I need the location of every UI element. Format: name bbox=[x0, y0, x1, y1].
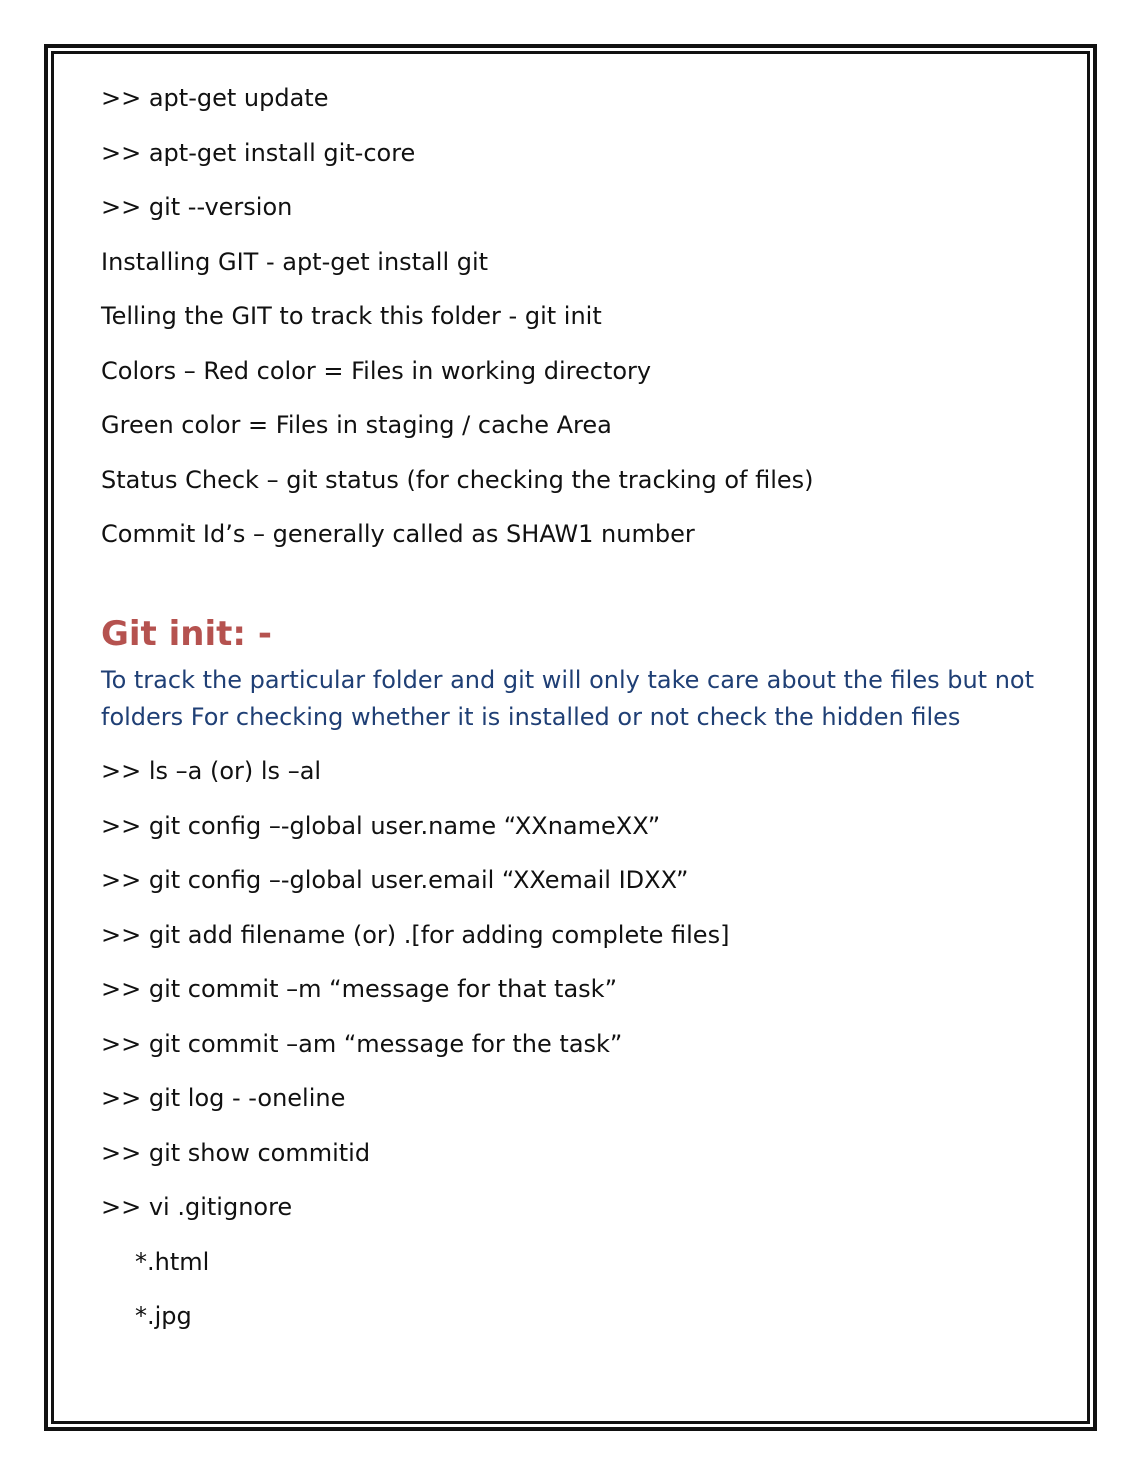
text-line: Commit Id’s – generally called as SHAW1 number bbox=[101, 520, 695, 548]
text-line: Status Check – git status (for checking the tracking of files) bbox=[101, 466, 814, 494]
gitignore-entry: *.jpg bbox=[135, 1302, 192, 1330]
command-line: >> git commit –am “message for the task” bbox=[101, 1030, 623, 1058]
text-line: Green color = Files in staging / cache Area bbox=[101, 411, 612, 439]
command-line: >> ls –a (or) ls –al bbox=[101, 757, 322, 785]
command-line: >> git config –-global user.email “XXemail IDXX” bbox=[101, 866, 689, 894]
command-line: >> git add filename (or) .[for adding complete files] bbox=[101, 921, 730, 949]
text-line: >> apt-get update bbox=[101, 84, 329, 112]
text-line: Telling the GIT to track this folder - git init bbox=[101, 302, 602, 330]
gitignore-entry: *.html bbox=[135, 1248, 210, 1276]
description-line: folders For checking whether it is installed or not check the hidden files bbox=[101, 703, 961, 731]
command-line: >> git log - -oneline bbox=[101, 1084, 346, 1112]
description-line: To track the particular folder and git will only take care about the files but not bbox=[101, 666, 1035, 694]
command-line: >> git show commitid bbox=[101, 1139, 371, 1167]
text-line: Colors – Red color = Files in working directory bbox=[101, 357, 652, 385]
section-heading: Git init: - bbox=[101, 614, 272, 654]
section-description bbox=[101, 662, 1061, 736]
command-line: >> git config –-global user.name “XXnameXX” bbox=[101, 812, 661, 840]
text-line: Installing GIT - apt-get install git bbox=[101, 248, 489, 276]
text-line: >> apt-get install git-core bbox=[101, 139, 416, 167]
command-line: >> vi .gitignore bbox=[101, 1193, 293, 1221]
command-line: >> git commit –m “message for that task” bbox=[101, 975, 618, 1003]
text-line: >> git --version bbox=[101, 193, 293, 221]
